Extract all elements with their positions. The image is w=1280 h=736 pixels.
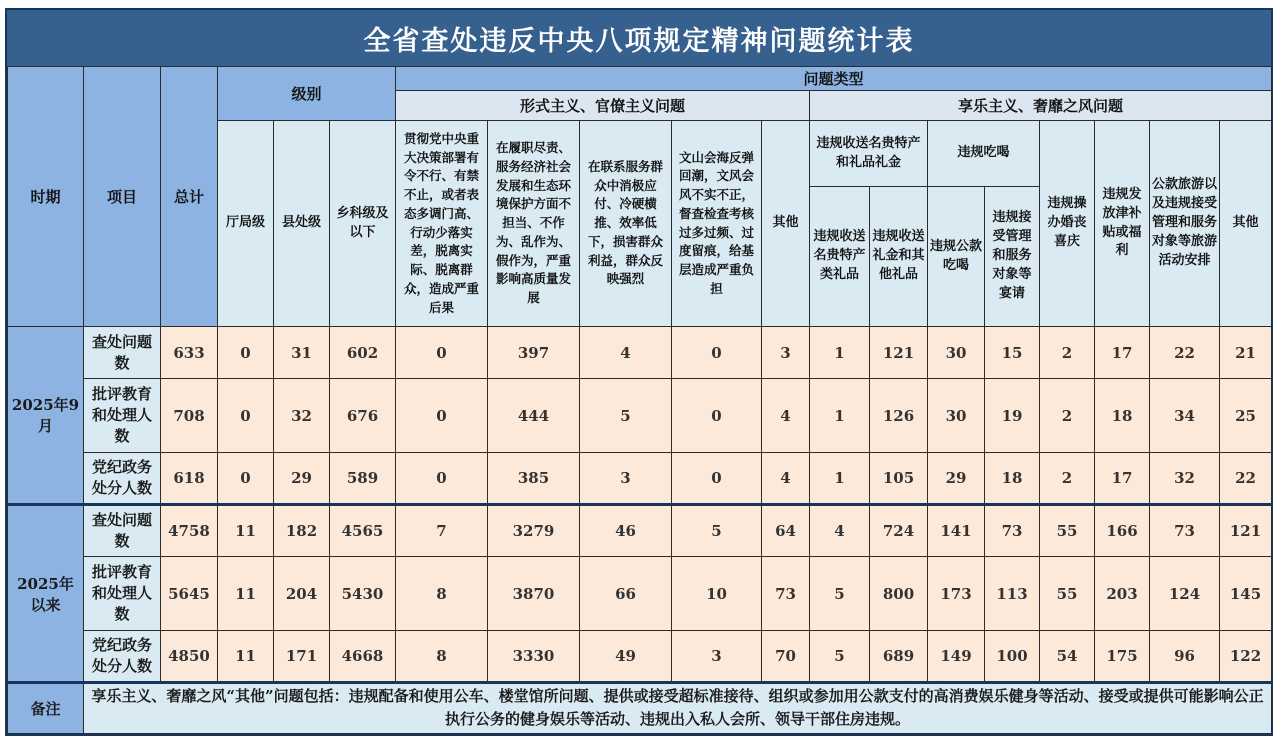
stats-table xyxy=(7,66,1272,734)
data-cell: 4 xyxy=(810,505,870,557)
data-cell: 0 xyxy=(672,379,762,453)
col-header-hedonism-other: 其他 xyxy=(1220,121,1272,327)
note-label: 备注 xyxy=(8,683,84,734)
col-group-gifts: 违规收送名贵特产和礼品礼金 xyxy=(810,121,928,187)
data-cell: 30 xyxy=(928,379,985,453)
table-row xyxy=(8,631,1272,683)
data-cell: 145 xyxy=(1220,557,1272,631)
data-cell: 633 xyxy=(161,327,218,379)
data-cell: 676 xyxy=(330,379,396,453)
data-cell: 64 xyxy=(762,505,810,557)
item-cell: 批评教育和处理人数 xyxy=(84,379,161,453)
data-cell: 11 xyxy=(218,505,274,557)
data-cell: 121 xyxy=(870,327,928,379)
data-cell: 66 xyxy=(580,557,672,631)
col-header-total: 总计 xyxy=(161,67,218,327)
data-cell: 8 xyxy=(396,631,488,683)
data-cell: 11 xyxy=(218,557,274,631)
data-cell: 0 xyxy=(672,327,762,379)
data-cell: 5 xyxy=(672,505,762,557)
col-header-formalism-3: 在联系服务群众中消极应付、冷硬横推、效率低下，损害群众利益，群众反映强烈 xyxy=(580,121,672,327)
data-cell: 3 xyxy=(672,631,762,683)
col-group-level: 级别 xyxy=(218,67,396,121)
data-cell: 126 xyxy=(870,379,928,453)
table-row xyxy=(8,453,1272,505)
data-cell: 149 xyxy=(928,631,985,683)
data-cell: 17 xyxy=(1095,327,1150,379)
data-cell: 21 xyxy=(1220,327,1272,379)
data-cell: 49 xyxy=(580,631,672,683)
data-cell: 17 xyxy=(1095,453,1150,505)
col-header-formalism-1: 贯彻党中央重大决策部署有令不行、有禁不止，或者表态多调门高、行动少落实差，脱离实际、脱离群众，造成严重后果 xyxy=(396,121,488,327)
data-cell: 4 xyxy=(762,379,810,453)
data-cell: 800 xyxy=(870,557,928,631)
col-header-item: 项目 xyxy=(84,67,161,327)
data-cell: 7 xyxy=(396,505,488,557)
item-cell: 党纪政务处分人数 xyxy=(84,631,161,683)
data-cell: 0 xyxy=(218,453,274,505)
col-header-wedding: 违规操办婚丧喜庆 xyxy=(1040,121,1095,327)
data-cell: 2 xyxy=(1040,453,1095,505)
data-cell: 15 xyxy=(985,327,1040,379)
data-cell: 113 xyxy=(985,557,1040,631)
col-group-formalism: 形式主义、官僚主义问题 xyxy=(396,91,810,121)
data-cell: 141 xyxy=(928,505,985,557)
data-cell: 3279 xyxy=(488,505,580,557)
col-header-level-township: 乡科级及以下 xyxy=(330,121,396,327)
data-cell: 5645 xyxy=(161,557,218,631)
data-cell: 689 xyxy=(870,631,928,683)
data-cell: 171 xyxy=(274,631,330,683)
data-cell: 5 xyxy=(810,631,870,683)
col-header-gifts-specialty: 违规收送名贵特产类礼品 xyxy=(810,187,870,327)
data-cell: 4 xyxy=(762,453,810,505)
data-cell: 32 xyxy=(1150,453,1220,505)
item-cell: 批评教育和处理人数 xyxy=(84,557,161,631)
data-cell: 55 xyxy=(1040,557,1095,631)
data-cell: 1 xyxy=(810,327,870,379)
data-cell: 708 xyxy=(161,379,218,453)
col-header-formalism-2: 在履职尽责、服务经济社会发展和生态环境保护方面不担当、不作为、乱作为、假作为，严重影响高质量发展 xyxy=(488,121,580,327)
data-cell: 18 xyxy=(985,453,1040,505)
data-cell: 46 xyxy=(580,505,672,557)
item-cell: 党纪政务处分人数 xyxy=(84,453,161,505)
data-cell: 100 xyxy=(985,631,1040,683)
data-cell: 5 xyxy=(580,379,672,453)
data-cell: 5 xyxy=(810,557,870,631)
table-row xyxy=(8,327,1272,379)
col-header-gifts-money: 违规收送礼金和其他礼品 xyxy=(870,187,928,327)
data-cell: 385 xyxy=(488,453,580,505)
stats-table-frame xyxy=(5,8,1273,736)
data-cell: 70 xyxy=(762,631,810,683)
data-cell: 203 xyxy=(1095,557,1150,631)
data-cell: 444 xyxy=(488,379,580,453)
data-cell: 54 xyxy=(1040,631,1095,683)
data-cell: 173 xyxy=(928,557,985,631)
data-cell: 3330 xyxy=(488,631,580,683)
data-cell: 34 xyxy=(1150,379,1220,453)
period-cell: 2025年9月 xyxy=(8,327,84,505)
data-cell: 73 xyxy=(985,505,1040,557)
data-cell: 0 xyxy=(672,453,762,505)
data-cell: 618 xyxy=(161,453,218,505)
data-cell: 3870 xyxy=(488,557,580,631)
data-cell: 105 xyxy=(870,453,928,505)
item-cell: 查处问题数 xyxy=(84,505,161,557)
data-cell: 121 xyxy=(1220,505,1272,557)
data-cell: 8 xyxy=(396,557,488,631)
col-header-travel: 公款旅游以及违规接受管理和服务对象等旅游活动安排 xyxy=(1150,121,1220,327)
data-cell: 166 xyxy=(1095,505,1150,557)
data-cell: 175 xyxy=(1095,631,1150,683)
col-header-period: 时期 xyxy=(8,67,84,327)
data-cell: 96 xyxy=(1150,631,1220,683)
col-group-eating: 违规吃喝 xyxy=(928,121,1040,187)
data-cell: 4565 xyxy=(330,505,396,557)
col-header-formalism-4: 文山会海反弹回潮，文风会风不实不正，督查检查考核过多过频、过度留痕，给基层造成严重负担 xyxy=(672,121,762,327)
data-cell: 1 xyxy=(810,379,870,453)
data-cell: 19 xyxy=(985,379,1040,453)
data-cell: 29 xyxy=(274,453,330,505)
col-header-eating-banquet: 违规接受管理和服务对象等宴请 xyxy=(985,187,1040,327)
data-cell: 3 xyxy=(762,327,810,379)
data-cell: 0 xyxy=(396,453,488,505)
data-cell: 11 xyxy=(218,631,274,683)
data-cell: 2 xyxy=(1040,327,1095,379)
data-cell: 4 xyxy=(580,327,672,379)
data-cell: 18 xyxy=(1095,379,1150,453)
data-cell: 204 xyxy=(274,557,330,631)
data-cell: 0 xyxy=(218,379,274,453)
data-cell: 3 xyxy=(580,453,672,505)
data-cell: 22 xyxy=(1220,453,1272,505)
data-cell: 22 xyxy=(1150,327,1220,379)
data-cell: 589 xyxy=(330,453,396,505)
col-group-problem-type: 问题类型 xyxy=(396,67,1272,91)
data-cell: 5430 xyxy=(330,557,396,631)
col-header-level-county: 县处级 xyxy=(274,121,330,327)
table-row xyxy=(8,557,1272,631)
data-cell: 122 xyxy=(1220,631,1272,683)
col-header-eating-public: 违规公款吃喝 xyxy=(928,187,985,327)
col-header-level-dept: 厅局级 xyxy=(218,121,274,327)
data-cell: 25 xyxy=(1220,379,1272,453)
data-cell: 73 xyxy=(1150,505,1220,557)
data-cell: 397 xyxy=(488,327,580,379)
data-cell: 0 xyxy=(396,379,488,453)
data-cell: 1 xyxy=(810,453,870,505)
data-cell: 30 xyxy=(928,327,985,379)
data-cell: 32 xyxy=(274,379,330,453)
table-row xyxy=(8,505,1272,557)
data-cell: 182 xyxy=(274,505,330,557)
data-cell: 124 xyxy=(1150,557,1220,631)
data-cell: 2 xyxy=(1040,379,1095,453)
data-cell: 73 xyxy=(762,557,810,631)
data-cell: 4850 xyxy=(161,631,218,683)
col-header-formalism-other: 其他 xyxy=(762,121,810,327)
page-title: 全省查处违反中央八项规定精神问题统计表 xyxy=(7,10,1271,66)
period-cell: 2025年以来 xyxy=(8,505,84,683)
data-cell: 602 xyxy=(330,327,396,379)
data-cell: 4758 xyxy=(161,505,218,557)
data-cell: 4668 xyxy=(330,631,396,683)
table-row xyxy=(8,379,1272,453)
col-header-allowance: 违规发放津补贴或福利 xyxy=(1095,121,1150,327)
data-cell: 0 xyxy=(396,327,488,379)
data-cell: 724 xyxy=(870,505,928,557)
data-cell: 29 xyxy=(928,453,985,505)
data-cell: 0 xyxy=(218,327,274,379)
data-cell: 10 xyxy=(672,557,762,631)
note-text: 享乐主义、奢靡之风“其他”问题包括：违规配备和使用公车、楼堂馆所问题、提供或接受超标准接待、组织或参加用公款支付的高消费娱乐健身等活动、接受或提供可能影响公正执行公务的健身娱乐等活动、违规出入私人会所、领导干部住房违规。 xyxy=(84,683,1272,734)
col-group-hedonism: 享乐主义、奢靡之风问题 xyxy=(810,91,1272,121)
item-cell: 查处问题数 xyxy=(84,327,161,379)
data-cell: 55 xyxy=(1040,505,1095,557)
data-cell: 31 xyxy=(274,327,330,379)
